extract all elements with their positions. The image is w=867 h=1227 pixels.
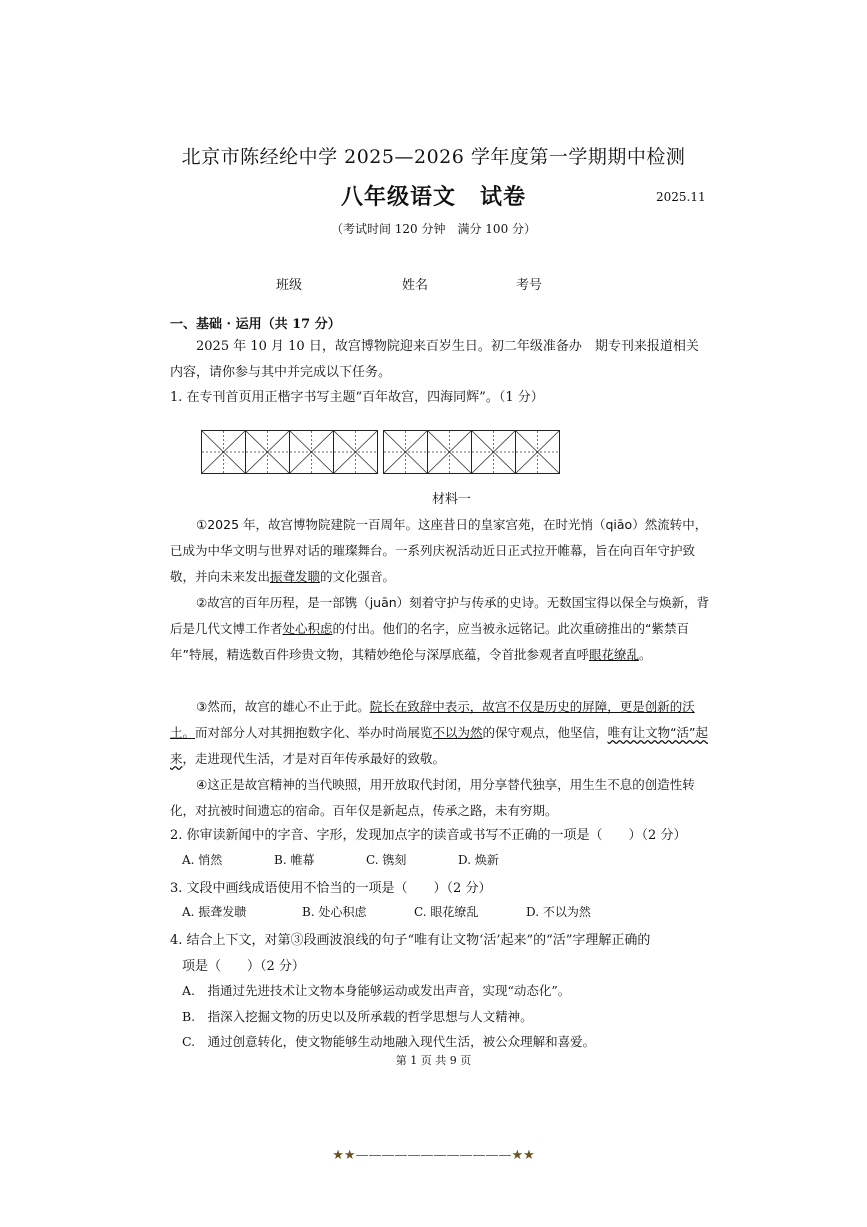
decorative-stars: ★★————————————★★ (332, 1148, 535, 1163)
material-heading: 材料一 (432, 492, 472, 507)
paragraph-text: ，走进现代生活，才是对百年传承最好的致敬。 (182, 751, 446, 766)
grid-cell (334, 431, 377, 473)
grid-cell (290, 431, 334, 473)
material-paragraph-4: ④这正是故宫精神的当代映照，用开放取代封闭，用分享替代独享，用生生不息的创造性转化，对抗被时间遗忘的宿命。百年仅是新起点，传承之路，未有穷期。 (170, 777, 695, 818)
grid-cell (246, 431, 290, 473)
paragraph-text: ③然而，故宫的雄心不止于此。 (196, 699, 370, 714)
writing-grid-right (383, 430, 560, 474)
grid-guide-lines (428, 431, 471, 473)
question-3: 3. 文段中画线成语使用不恰当的一项是（ ）（2 分） (170, 881, 492, 896)
class-label: 班级 (276, 278, 303, 293)
grid-cell (472, 431, 516, 473)
school-title: 北京市陈经纶中学 2025—2026 学年度第一学期期中检测 (181, 146, 686, 168)
paragraph-text: 的付出。他们的名字，应当被永远铭记。此次重磅推出的“紫禁百年”特展，精选数百件珍贵文物，其精妙绝伦与深厚底蕴，令首批参观者直呼 (170, 621, 690, 662)
material-paragraph-2 (170, 590, 710, 668)
option-c: C. 眼花缭乱 (414, 905, 479, 919)
underlined-sentence: 院长在致辞中表示，故宫不仅是历史的屏障，更是创新的沃土。 (170, 699, 695, 740)
question-3-options (182, 903, 591, 920)
exam-date: 2025.11 (656, 190, 706, 204)
option-d: D. 不以为然 (526, 905, 591, 919)
exam-title-subject: 八年级语文 (340, 184, 456, 210)
option-a: A. 振聋发聩 (182, 905, 247, 919)
option-d: D. 焕新 (458, 853, 499, 867)
grid-cell (428, 431, 472, 473)
option-a: A. 悄然 (182, 853, 223, 867)
grid-guide-lines (290, 431, 333, 473)
option-b: B. 帷幕 (274, 853, 315, 867)
grid-cell (384, 431, 428, 473)
paragraph-text: ①2025 年，故宫博物院建院一百周年。这座昔日的皇家宫苑，在时光悄（qiāo）然流转中，已成为中华文明与世界对话的璀璨舞台。一系列庆祝活动近日正式拉开帷幕，旨在向百年守护致敬，并向未来发出 (170, 517, 708, 584)
question-4-option-a: A. 指通过先进技术让文物本身能够运动或发出声音，实现“动态化”。 (182, 983, 571, 998)
section-intro: 2025 年 10 月 10 日，故宫博物院迎来百岁生日。初二年级准备办 期专刊来报道相关内容，请你参与其中并完成以下任务。 (170, 339, 699, 380)
question-4: 4. 结合上下文，对第③段画波浪线的句子“唯有让文物‘活’起来”的“活”字理解正确的 (170, 933, 651, 948)
paragraph-text: 的文化强音。 (320, 569, 396, 584)
wavy-underlined-sentence: 唯有让文物“活”起来 (170, 725, 709, 766)
section-heading: 一、基础 · 运用（共 17 分） (170, 317, 341, 332)
page-number: 第 1 页 共 9 页 (395, 1054, 472, 1067)
underlined-idiom: 处心积虑 (282, 621, 333, 636)
grid-guide-lines (246, 431, 289, 473)
option-c: C. 镌刻 (366, 853, 407, 867)
grid-cell (516, 431, 559, 473)
material-paragraph-3 (170, 694, 710, 772)
underlined-idiom: 眼花缭乱 (588, 647, 639, 662)
paragraph-text: 而对部分人对其拥抱数字化、举办时尚展览 (195, 725, 433, 740)
grid-guide-lines (202, 431, 245, 473)
exam-title-paper: 试卷 (480, 184, 527, 210)
question-1: 1. 在专刊首页用正楷字书写主题“百年故宫，四海同辉”。（1 分） (170, 390, 544, 405)
paragraph-text: 。 (639, 647, 652, 662)
question-4-option-b: B. 指深入挖掘文物的历史以及所承载的哲学思想与人文精神。 (182, 1009, 533, 1024)
question-4-option-c: C. 通过创意转化，使文物能够生动地融入现代生活，被公众理解和喜爱。 (182, 1034, 596, 1049)
grid-guide-lines (472, 431, 515, 473)
name-label: 姓名 (402, 278, 429, 293)
number-label: 考号 (516, 278, 543, 293)
option-b: B. 处心积虑 (302, 905, 367, 919)
grid-guide-lines (516, 431, 559, 473)
paragraph-text: 的保守观点，他坚信， (482, 725, 608, 740)
grid-guide-lines (384, 431, 427, 473)
writing-grid-left (201, 430, 378, 474)
underlined-idiom: 不以为然 (432, 725, 483, 740)
grid-cell (202, 431, 246, 473)
question-2-options (182, 851, 499, 868)
paragraph-text: ②故宫的百年历程，是一部镌（juān）刻着守护与传承的史诗。无数国宝得以保全与焕新，背后是几代文博工作者 (170, 595, 710, 636)
exam-note: （考试时间 120 分钟 满分 100 分） (330, 222, 537, 236)
material-paragraph-1 (170, 512, 710, 590)
question-4-continued: 项是（ ）（2 分） (182, 959, 305, 974)
grid-guide-lines (334, 431, 377, 473)
exam-title (0, 180, 867, 211)
question-2: 2. 你审读新闻中的字音、字形，发现加点字的读音或书写不正确的一项是（ ）（2 分） (170, 828, 687, 843)
underlined-idiom: 振聋发聩 (270, 569, 321, 584)
